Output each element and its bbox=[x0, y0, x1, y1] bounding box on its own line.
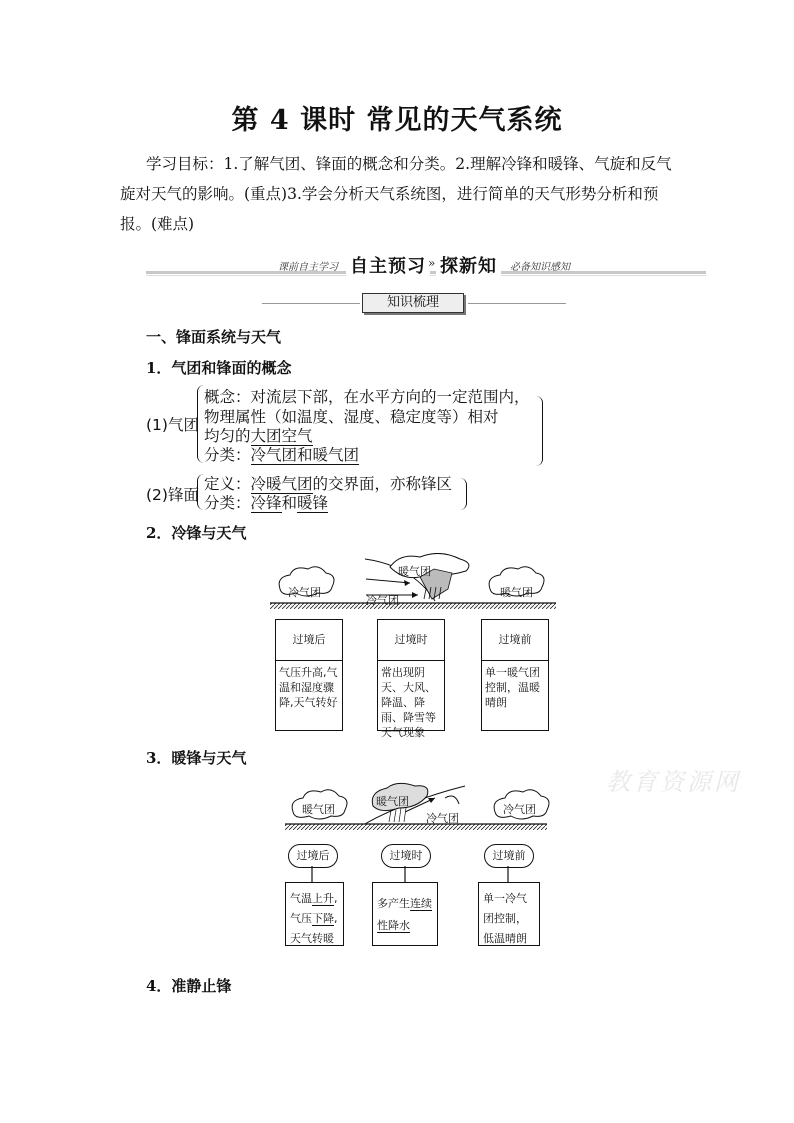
air-mass-concept-3-pre: 均匀的 bbox=[204, 427, 251, 445]
learning-objectives: 学习目标：1.了解气团、锋面的概念和分类。2.理解冷锋和暖锋、气旋和反气旋对天气的影响。(重点)3.学会分析天气系统图，进行简单的天气形势分析和预报。(难点) bbox=[120, 155, 672, 233]
subheading-1: 1．气团和锋面的概念 bbox=[146, 359, 292, 377]
warm-pill-before: 过境前 bbox=[484, 844, 534, 868]
cold-box-during-body: 常出现阴天、大风、降温、降雨、降雪等天气现象 bbox=[381, 666, 436, 739]
cold-ground bbox=[270, 603, 556, 609]
band-title-a: 自主预习 bbox=[346, 252, 430, 278]
cold-box-before-body: 单一暖气团控制，温暖晴朗 bbox=[485, 666, 540, 709]
warm-during-pre: 多产生 bbox=[377, 897, 410, 910]
warm-ground bbox=[285, 824, 547, 830]
cold-box-before bbox=[481, 619, 549, 731]
warm-diagram-warm-air: 暖气团 bbox=[376, 795, 409, 808]
cold-arrowhead-2 bbox=[412, 592, 418, 598]
subheading-4: 4．准静止锋 bbox=[146, 977, 232, 995]
cold-arrow-1 bbox=[366, 579, 410, 583]
warm-cold-arrow bbox=[445, 796, 459, 804]
front-def-post: 的交界面，亦称锋区 bbox=[312, 475, 453, 493]
warm-box-before: 单一冷气团控制，低温晴朗 bbox=[478, 882, 540, 946]
band-right-caption: 必备知识感知 bbox=[510, 262, 570, 273]
air-mass-brace bbox=[197, 385, 204, 463]
front-def-pre: 定义： bbox=[204, 475, 251, 493]
subheading-3: 3．暖锋与天气 bbox=[146, 749, 247, 767]
cold-box-after-body: 气压升高,气温和湿度骤降,天气转好 bbox=[279, 666, 338, 709]
front-class bbox=[204, 491, 328, 513]
warm-box-after: 气温上升, 气压下降, 天气转暖 bbox=[285, 882, 344, 946]
warm-after-a-answer: 上升 bbox=[312, 892, 334, 905]
cold-diagram-warm-air: 暖气团 bbox=[398, 565, 431, 578]
warm-after-a: 气温 bbox=[290, 892, 312, 905]
front-class-pre: 分类： bbox=[204, 494, 251, 512]
knowledge-line-right bbox=[468, 303, 566, 304]
warm-diagram-left-air: 暖气团 bbox=[302, 803, 335, 816]
air-mass-right-brace bbox=[536, 396, 543, 466]
cold-diagram-arrow-air: 冷气团 bbox=[366, 594, 399, 607]
air-mass-class-answer: 冷气团和暖气团 bbox=[250, 446, 360, 464]
section-band bbox=[146, 252, 706, 278]
warm-after-b: 气压 bbox=[290, 912, 312, 925]
band-left-caption: 课前自主学习 bbox=[278, 262, 338, 273]
cold-box-during-head: 过境时 bbox=[378, 620, 444, 661]
air-mass-class bbox=[204, 443, 359, 465]
front-class-mid: 和 bbox=[281, 494, 298, 512]
air-mass-answer: 大团空气 bbox=[250, 427, 313, 445]
band-title-b: 探新知 bbox=[436, 252, 501, 278]
front-brace bbox=[197, 474, 204, 510]
cold-diagram-right-air: 暖气团 bbox=[500, 586, 533, 599]
cold-box-during bbox=[377, 619, 445, 739]
warm-box-during bbox=[372, 882, 438, 946]
front-class-answer-2: 暖锋 bbox=[297, 494, 329, 512]
knowledge-line-left bbox=[262, 303, 360, 304]
front-class-answer-1: 冷锋 bbox=[250, 494, 282, 512]
air-mass-concept-2: 物理属性（如温度、湿度、稳定度等）相对 bbox=[204, 408, 499, 426]
cold-arrowhead-1 bbox=[404, 580, 410, 586]
front-right-brace bbox=[460, 478, 467, 510]
cold-box-after bbox=[275, 619, 343, 731]
page-title: 第 4 课时 常见的天气系统 bbox=[231, 105, 563, 136]
subheading-2: 2．冷锋与天气 bbox=[146, 524, 247, 542]
cold-box-before-head: 过境前 bbox=[482, 620, 548, 661]
air-mass-class-pre: 分类： bbox=[204, 446, 251, 464]
front-def-answer: 冷暖气团 bbox=[250, 475, 313, 493]
double-arrow-icon: » bbox=[428, 256, 436, 270]
warm-diagram-right-air: 冷气团 bbox=[503, 803, 536, 816]
knowledge-summary-label: 知识梳理 bbox=[362, 293, 464, 313]
warm-diagram-cold-air: 冷气团 bbox=[426, 812, 459, 825]
section-heading: 一、锋面系统与天气 bbox=[146, 328, 282, 346]
warm-pill-after: 过境后 bbox=[288, 844, 338, 868]
air-mass-concept-1: 概念：对流层下部，在水平方向的一定范围内， bbox=[204, 388, 530, 406]
front-label: (2)锋面 bbox=[146, 486, 199, 504]
cold-box-after-head: 过境后 bbox=[276, 620, 342, 661]
warm-after-b-answer: 下降 bbox=[312, 912, 334, 925]
warm-pill-during: 过境时 bbox=[381, 844, 431, 868]
watermark: 教育资源网 bbox=[606, 768, 741, 796]
warm-during-answer: 连续性降水 bbox=[377, 897, 432, 932]
cold-diagram-left-air: 冷气团 bbox=[288, 586, 321, 599]
air-mass-label: (1)气团 bbox=[146, 416, 199, 434]
warm-after-c: 天气转暖 bbox=[290, 932, 334, 945]
